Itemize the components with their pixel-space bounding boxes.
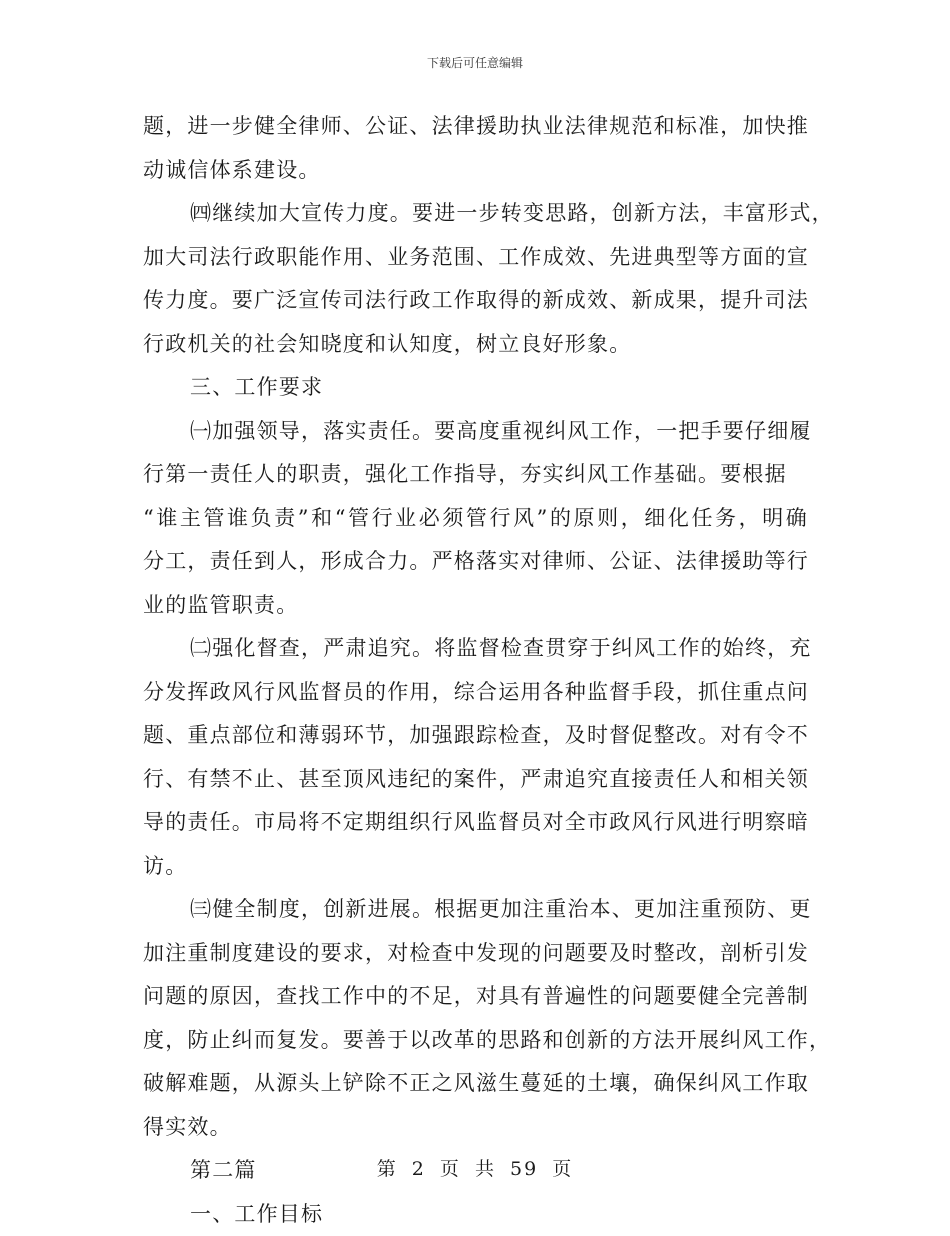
text-line: 第二篇 (143, 1149, 808, 1193)
text-line: 导的责任。市局将不定期组织行风监督员对全市政风行风进行明察暗 (143, 801, 808, 845)
text-line: “谁主管谁负责”和“管行业必须管行风”的原则，细化任务，明确 (143, 497, 808, 541)
text-line: 题、重点部位和薄弱环节，加强跟踪检查，及时督促整改。对有令不 (143, 714, 808, 758)
page-footer (0, 1154, 950, 1181)
text-line: 破解难题，从源头上铲除不正之风滋生蔓延的土壤，确保纠风工作取 (143, 1062, 808, 1106)
body-text (143, 105, 808, 1236)
footer-mid2: 共 (475, 1158, 496, 1180)
text-line: 访。 (143, 845, 808, 889)
text-line: ㈡强化督查，严肃追究。将监督检查贯穿于纠风工作的始终，充 (143, 627, 808, 671)
text-line: 动诚信体系建设。 (143, 149, 808, 193)
footer-suffix: 页 (552, 1158, 573, 1180)
page-total: 59 (510, 1158, 538, 1180)
text-line: 度，防止纠而复发。要善于以改革的思路和创新的方法开展纠风工作， (143, 1019, 808, 1063)
text-line: 业的监管职责。 (143, 584, 808, 628)
text-line: 行、有禁不止、甚至顶风违纪的案件，严肃追究直接责任人和相关领 (143, 758, 808, 802)
text-line: 得实效。 (143, 1106, 808, 1150)
text-line: 题，进一步健全律师、公证、法律援助执业法律规范和标准，加快推 (143, 105, 808, 149)
text-line: ㈣继续加大宣传力度。要进一步转变思路，创新方法，丰富形式， (143, 192, 808, 236)
text-line: ㈢健全制度，创新进展。根据更加注重治本、更加注重预防、更 (143, 888, 808, 932)
text-line: 问题的原因，查找工作中的不足，对具有普遍性的问题要健全完善制 (143, 975, 808, 1019)
text-line: 加注重制度建设的要求，对检查中发现的问题要及时整改，剖析引发 (143, 932, 808, 976)
header-note: 下载后可任意编辑 (0, 54, 950, 71)
text-line: 传力度。要广泛宣传司法行政工作取得的新成效、新成果，提升司法 (143, 279, 808, 323)
footer-prefix: 第 (377, 1158, 398, 1180)
text-line: 行第一责任人的职责，强化工作指导，夯实纠风工作基础。要根据 (143, 453, 808, 497)
text-line: 行政机关的社会知晓度和认知度，树立良好形象。 (143, 323, 808, 367)
text-line: 加大司法行政职能作用、业务范围、工作成效、先进典型等方面的宣 (143, 236, 808, 280)
text-line: 分发挥政风行风监督员的作用，综合运用各种监督手段，抓住重点问 (143, 671, 808, 715)
text-line: 三、工作要求 (143, 366, 808, 410)
footer-mid1: 页 (440, 1158, 461, 1180)
page-number: 2 (412, 1158, 426, 1180)
text-line: 分工，责任到人，形成合力。严格落实对律师、公证、法律援助等行 (143, 540, 808, 584)
text-line: ㈠加强领导，落实责任。要高度重视纠风工作，一把手要仔细履 (143, 410, 808, 454)
text-line: 一、工作目标 (143, 1193, 808, 1236)
